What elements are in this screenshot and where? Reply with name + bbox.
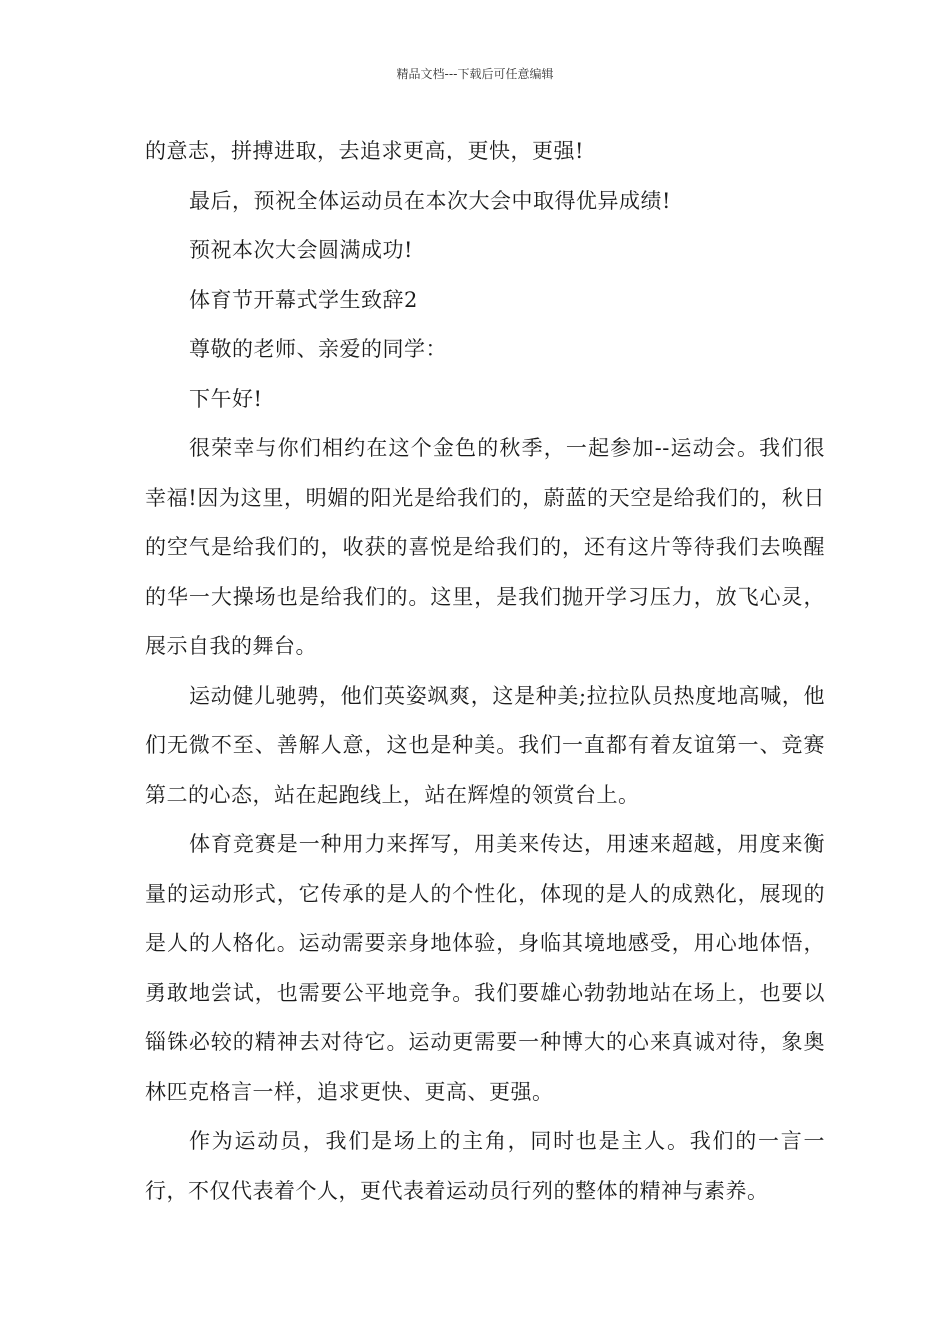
paragraph: 作为运动员，我们是场上的主角，同时也是主人。我们的一言一行，不仅代表着个人，更代表着运动员行列的整体的精神与素养。 — [145, 1129, 825, 1203]
paragraph: 很荣幸与你们相约在这个金色的秋季，一起参加--运动会。我们很幸福!因为这里，明媚的阳光是给我们的，蔚蓝的天空是给我们的，秋日的空气是给我们的，收获的喜悦是给我们的，还有这片等待我们去唤醒的华一大操场也是给我们的。这里，是我们抛开学习压力，放飞心灵，展示自我的舞台。 — [145, 436, 825, 658]
document-body — [145, 127, 825, 1216]
page-header: 精品文档---下载后可任意编辑 — [396, 67, 554, 81]
paragraph: 最后，预祝全体运动员在本次大会中取得优异成绩! — [189, 188, 671, 213]
paragraph: 运动健儿驰骋，他们英姿飒爽，这是种美;拉拉队员热度地高喊，他们无微不至、善解人意，这也是种美。我们一直都有着友谊第一、竞赛第二的心态，站在起跑线上，站在辉煌的领赏台上。 — [145, 683, 825, 807]
salutation: 尊敬的老师、亲爱的同学： — [189, 337, 447, 361]
paragraph: 的意志，拼搏进取，去追求更高，更快，更强! — [145, 139, 584, 163]
paragraph: 体育竞赛是一种用力来挥写，用美来传达，用速来超越，用度来衡量的运动形式，它传承的是人的个性化，体现的是人的成熟化，展现的是人的人格化。运动需要亲身地体验，身临其境地感受，用心地体悟，勇敢地尝试，也需要公平地竞争。我们要雄心勃勃地站在场上，也要以锱铢必较的精神去对待它。运动更需要一种博大的心来真诚对待，象奥林匹克格言一样，追求更快、更高、更强。 — [145, 832, 825, 1104]
paragraph: 预祝本次大会圆满成功! — [189, 238, 413, 262]
section-title: 体育节开幕式学生致辞2 — [189, 287, 418, 312]
greeting: 下午好! — [189, 386, 263, 411]
